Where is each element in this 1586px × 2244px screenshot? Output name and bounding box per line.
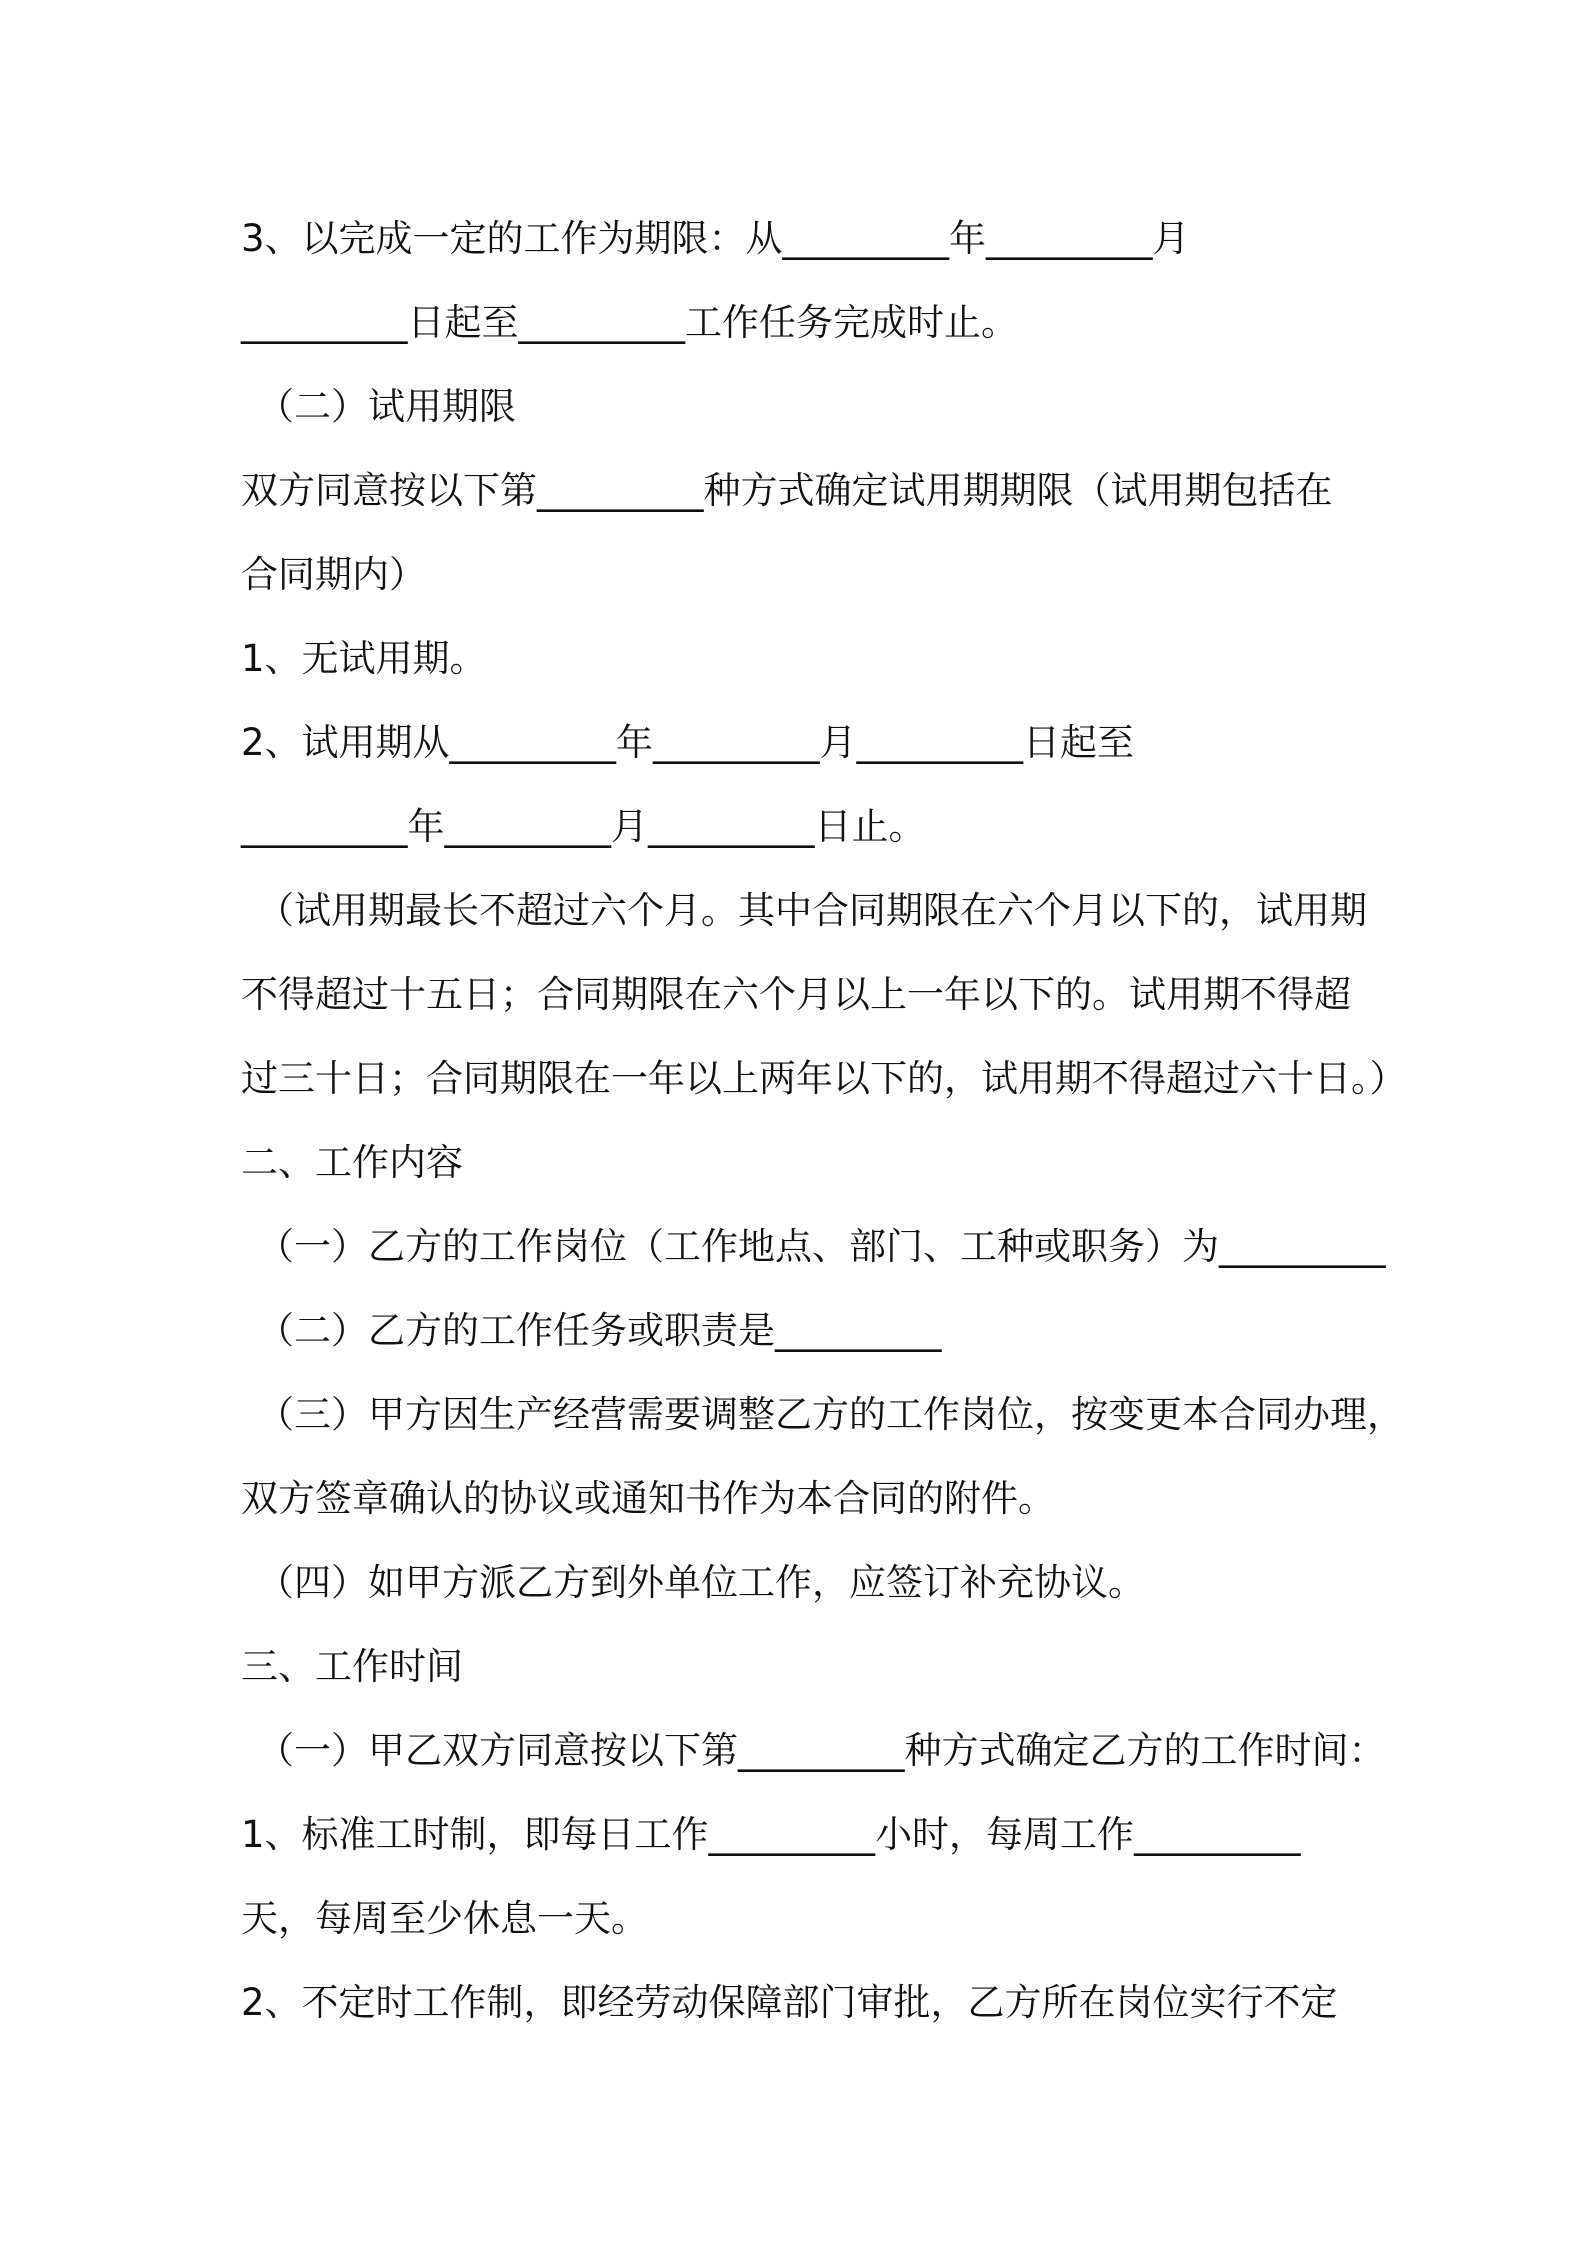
probation-method-text: 双方同意按以下第_________种方式确定试用期期限（试用期包括在 — [241, 469, 1333, 512]
standard-hours-option: 1、标准工时制，即每日工作_________小时，每周工作_________ — [241, 1813, 1301, 1856]
work-duties-clause: （二）乙方的工作任务或职责是_________ — [257, 1309, 942, 1352]
external-assignment-clause: （四）如甲方派乙方到外单位工作，应签订补充协议。 — [257, 1561, 1145, 1604]
probation-note-cont-2: 过三十日；合同期限在一年以上两年以下的，试用期不得超过六十日。） — [241, 1057, 1407, 1100]
position-adjustment-clause: （三）甲方因生产经营需要调整乙方的工作岗位，按变更本合同办理， — [257, 1393, 1404, 1436]
flexible-hours-option: 2、不定时工作制，即经劳动保障部门审批，乙方所在岗位实行不定 — [241, 1981, 1338, 2024]
probation-option-period: 2、试用期从_________年_________月_________日起至 — [241, 721, 1135, 764]
section-probation-heading: （二）试用期限 — [257, 385, 516, 428]
work-hours-method-clause: （一）甲乙双方同意按以下第_________种方式确定乙方的工作时间： — [257, 1729, 1386, 1772]
contract-body — [241, 197, 1407, 2045]
probation-option-period-cont: _________年_________月_________日止。 — [241, 805, 926, 848]
probation-option-none: 1、无试用期。 — [241, 637, 487, 680]
section-work-content-heading: 二、工作内容 — [241, 1141, 463, 1184]
standard-hours-option-cont: 天，每周至少休息一天。 — [241, 1897, 648, 1940]
position-adjustment-clause-cont: 双方签章确认的协议或通知书作为本合同的附件。 — [241, 1477, 1055, 1520]
section-work-hours-heading: 三、工作时间 — [241, 1645, 463, 1688]
probation-note: （试用期最长不超过六个月。其中合同期限在六个月以下的，试用期 — [257, 889, 1367, 932]
probation-note-cont-1: 不得超过十五日；合同期限在六个月以上一年以下的。试用期不得超 — [241, 973, 1351, 1016]
clause-term-by-task-cont: _________日起至_________工作任务完成时止。 — [241, 301, 1018, 344]
clause-term-by-task: 3、以完成一定的工作为期限：从_________年_________月 — [241, 217, 1190, 260]
probation-method-text-cont: 合同期内） — [241, 553, 426, 596]
work-position-clause: （一）乙方的工作岗位（工作地点、部门、工种或职务）为_________ — [257, 1225, 1386, 1268]
